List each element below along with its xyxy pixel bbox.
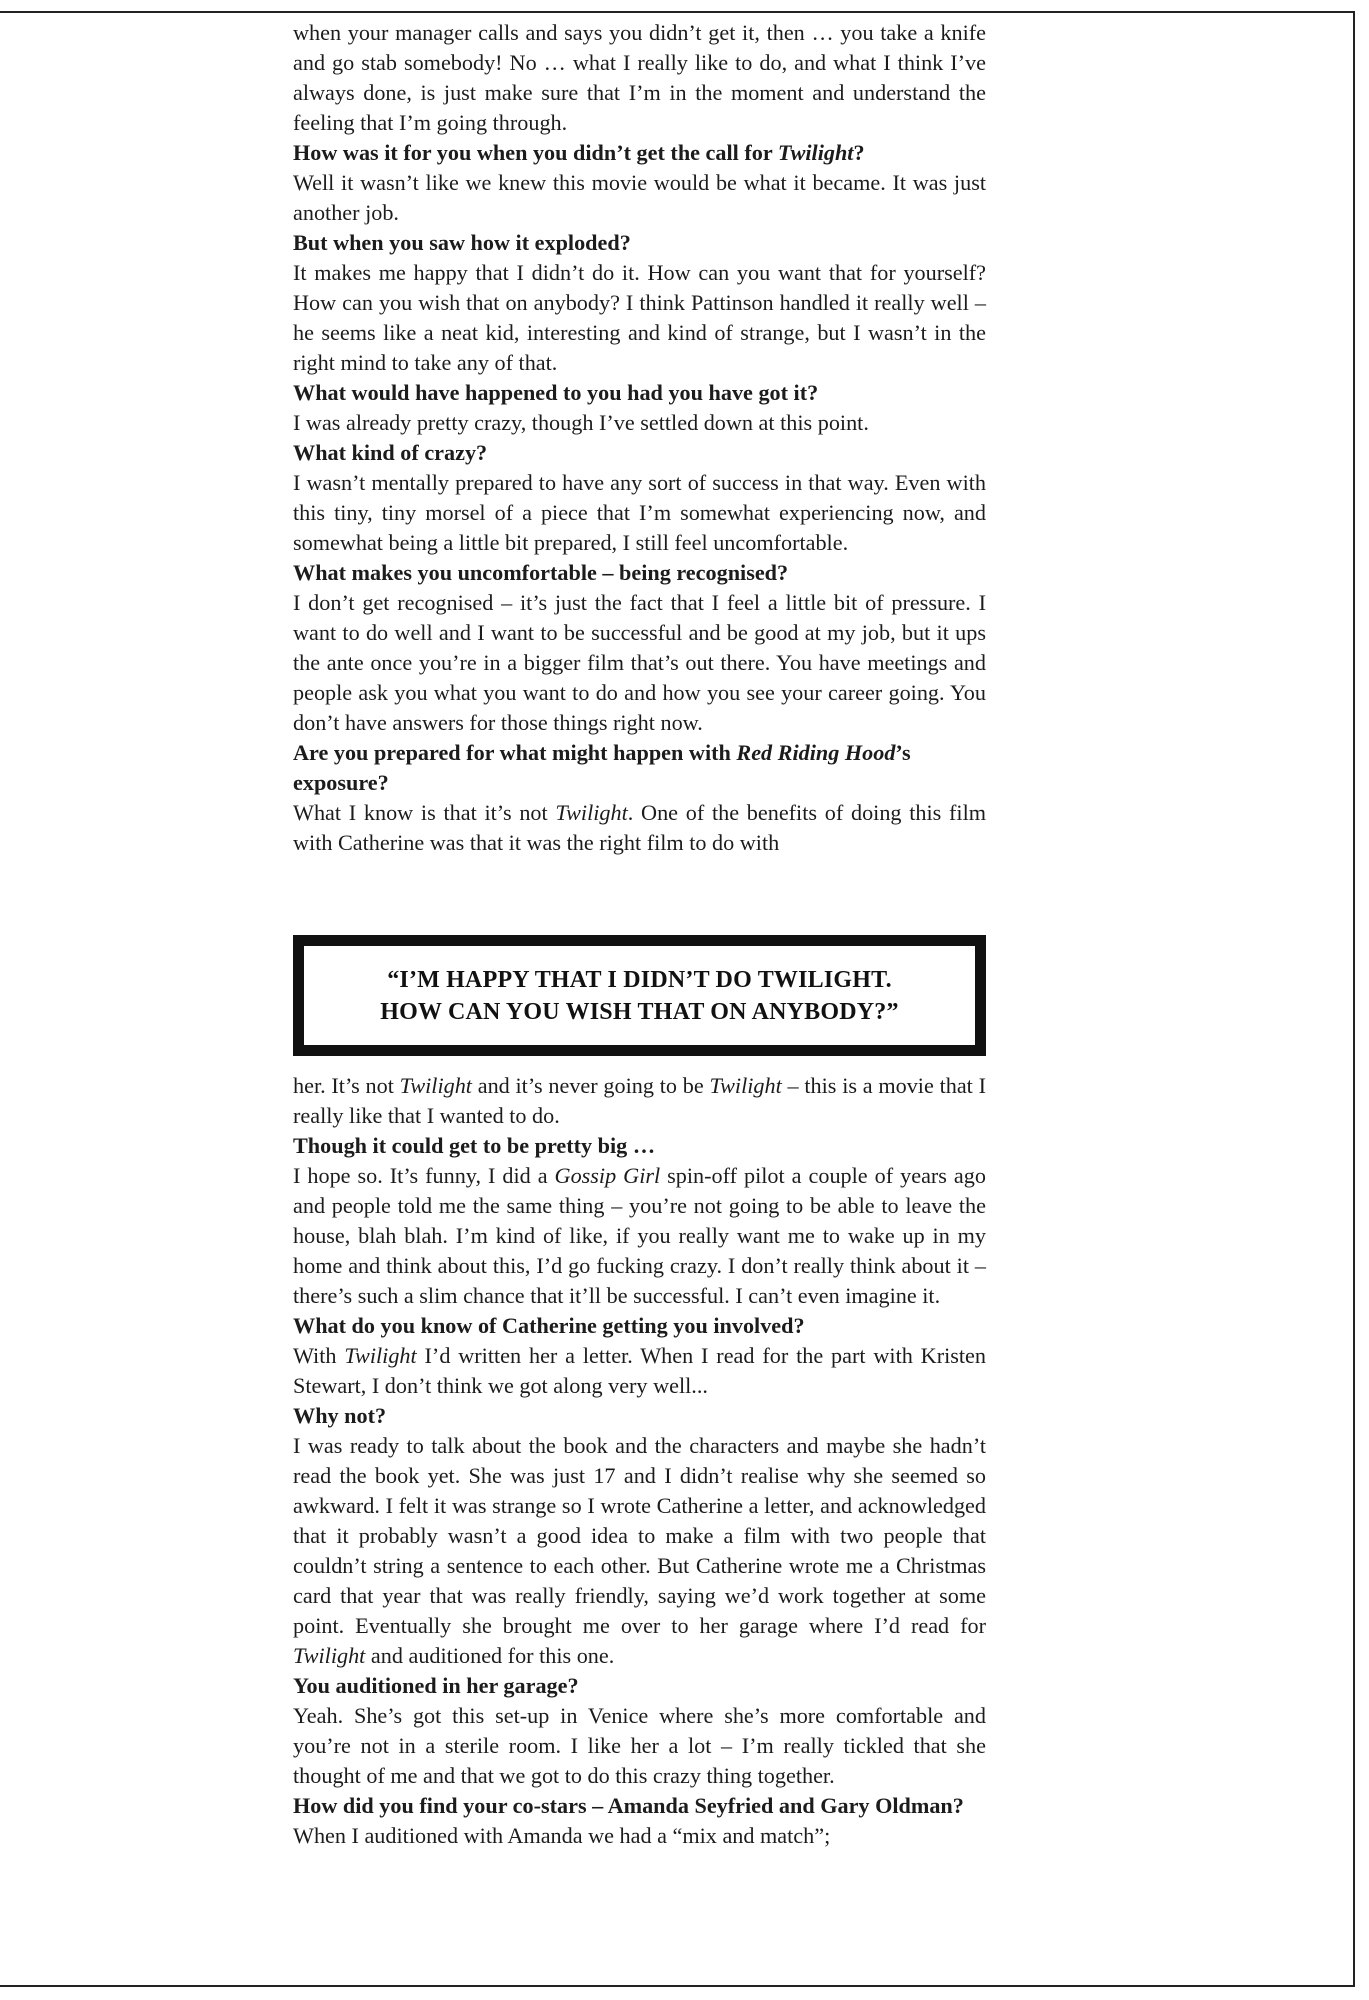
question-heading: Are you prepared for what might happen with Red Riding Hood’s exposure? [293, 740, 911, 795]
answer-paragraph: Yeah. She’s got this set-up in Venice where she’s more comfortable and you’re not in a sterile room. I like her a lot – I’m really tickled that she thought of me and that we got to do this crazy thing together. [293, 1703, 986, 1788]
answer-paragraph: when your manager calls and says you didn’t get it, then … you take a knife and go stab somebody! No … what I really like to do, and what I think I’ve always done, is just make sure that I’m in the moment and understand the feeling that I’m going through. [293, 20, 986, 135]
answer-paragraph: It makes me happy that I didn’t do it. How can you want that for yourself? How can you wish that on anybody? I think Pattinson handled it really well – he seems like a neat kid, interesting and kind of strange, but I wasn’t in the right mind to take any of that. [293, 260, 986, 375]
answer-paragraph: With Twilight I’d written her a letter. When I read for the part with Kristen Stewart, I don’t think we got along very well... [293, 1343, 987, 1398]
question-heading: How did you find your co-stars – Amanda Seyfried and Gary Oldman? [293, 1793, 964, 1818]
question-heading: What makes you uncomfortable – being recognised? [293, 560, 789, 585]
answer-paragraph: When I auditioned with Amanda we had a “mix and match”; [293, 1823, 831, 1848]
article-column-bottom [293, 1071, 986, 1851]
answer-paragraph: I was ready to talk about the book and the characters and maybe she hadn’t read the book yet. She was just 17 and I didn’t realise why she seemed so awkward. I felt it was strange so I wrote Catherine a letter, and acknowledged that it probably wasn’t a good idea to make a film with two people that couldn’t string a sentence to each other. But Catherine wrote me a Christmas card that year that was really friendly, saying we’d work together at some point. Eventually she brought me over to her garage where I’d read for Twilight and auditioned for this one. [293, 1433, 986, 1668]
answer-paragraph: What I know is that it’s not Twilight. One of the benefits of doing this film with Catherine was that it was the right film to do with [293, 800, 987, 855]
question-heading: How was it for you when you didn’t get the call for Twilight? [293, 140, 865, 165]
pull-quote [293, 935, 986, 1056]
question-heading: What do you know of Catherine getting you involved? [293, 1313, 805, 1338]
article-column-top [293, 18, 986, 858]
answer-paragraph: Well it wasn’t like we knew this movie would be what it became. It was just another job. [293, 170, 986, 225]
answer-paragraph: her. It’s not Twilight and it’s never going to be Twilight – this is a movie that I really like that I wanted to do. [293, 1073, 986, 1128]
question-heading: You auditioned in her garage? [293, 1673, 579, 1698]
question-heading: What would have happened to you had you have got it? [293, 380, 819, 405]
answer-paragraph: I hope so. It’s funny, I did a Gossip Girl spin-off pilot a couple of years ago and people told me the same thing – you’re not going to be able to leave the house, blah blah. I’m kind of like, if you really want me to wake up in my home and think about this, I’d go fucking crazy. I don’t really think about it – there’s such a slim chance that it’ll be successful. I can’t even imagine it. [293, 1163, 986, 1308]
question-heading: What kind of crazy? [293, 440, 488, 465]
answer-paragraph: I was already pretty crazy, though I’ve settled down at this point. [293, 410, 869, 435]
question-heading: Why not? [293, 1403, 387, 1428]
pull-quote-line-1: “I’M HAPPY THAT I DIDN’T DO TWILIGHT. [387, 966, 892, 993]
answer-paragraph: I don’t get recognised – it’s just the fact that I feel a little bit of pressure. I want to do well and I want to be successful and be good at my job, but it ups the ante once you’re in a bigger film that’s out there. You have meetings and people ask you what you want to do and how you see your career going. You don’t have answers for those things right now. [293, 590, 986, 735]
pull-quote-line-2: HOW CAN YOU WISH THAT ON ANYBODY?” [380, 998, 899, 1025]
answer-paragraph: I wasn’t mentally prepared to have any sort of success in that way. Even with this tiny, tiny morsel of a piece that I’m somewhat experiencing now, and somewhat being a little bit prepared, I still feel uncomfortable. [293, 470, 986, 555]
question-heading: Though it could get to be pretty big … [293, 1133, 656, 1158]
question-heading: But when you saw how it exploded? [293, 230, 631, 255]
